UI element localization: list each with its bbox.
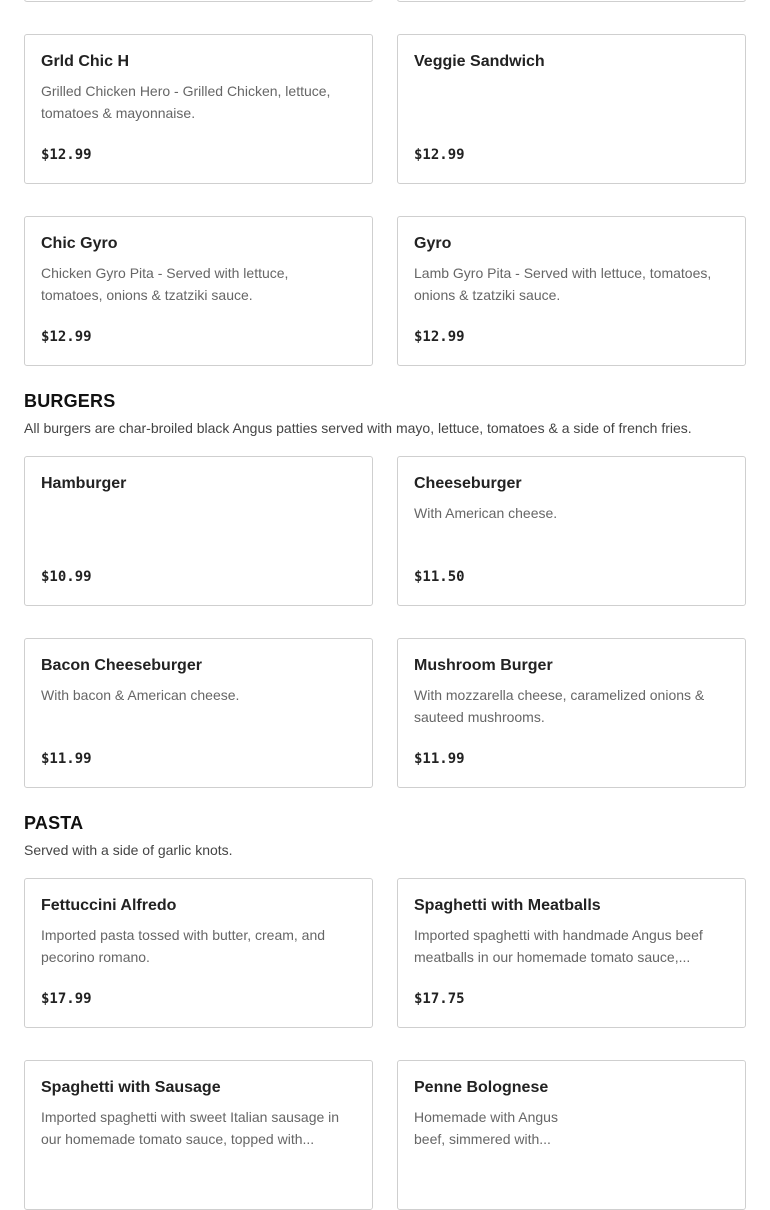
menu-item-name: Mushroom Burger — [414, 657, 553, 674]
menu-item-price: $11.99 — [41, 751, 92, 767]
menu-item-price: $11.99 — [414, 751, 465, 767]
menu-item-card[interactable] — [397, 456, 746, 606]
menu-item-name: Spaghetti with Sausage — [41, 1079, 221, 1096]
menu-item-name: Fettuccini Alfredo — [41, 897, 177, 914]
menu-item-price: $12.99 — [414, 329, 465, 345]
menu-item-description: Homemade with Angus beef, simmered with... — [414, 1109, 558, 1147]
menu-item-name: Chic Gyro — [41, 235, 118, 252]
menu-item-card[interactable] — [397, 34, 746, 184]
menu-item-description: Chicken Gyro Pita - Served with lettuce, tomatoes, onions & tzatziki sauce. — [41, 265, 289, 303]
menu-item-name: Veggie Sandwich — [414, 53, 545, 70]
menu-item-card[interactable] — [397, 638, 746, 788]
menu-item-card[interactable] — [24, 878, 373, 1028]
menu-item-name: Grld Chic H — [41, 53, 130, 70]
menu-item-name: Spaghetti with Meatballs — [414, 897, 601, 914]
menu-item-price: $12.99 — [41, 147, 92, 163]
menu-item-price: $11.50 — [414, 569, 465, 585]
menu-item-card[interactable] — [24, 34, 373, 184]
menu-item-price: $12.99 — [414, 147, 465, 163]
menu-item-card[interactable] — [397, 878, 746, 1028]
menu-item-card[interactable] — [24, 216, 373, 366]
menu-item-description: Lamb Gyro Pita - Served with lettuce, tomatoes, onions & tzatziki sauce. — [414, 265, 712, 303]
menu-item-price: $12.99 — [41, 329, 92, 345]
menu-item-description: Imported pasta tossed with butter, cream, and pecorino romano. — [41, 927, 326, 965]
menu-item-description: Grilled Chicken Hero - Grilled Chicken, lettuce, tomatoes & mayonnaise. — [41, 83, 331, 121]
menu-item-card[interactable] — [24, 1060, 373, 1210]
section-title-pasta: PASTA — [24, 813, 84, 833]
menu-item-price: $17.99 — [41, 991, 92, 1007]
section-description-burgers: All burgers are char-broiled black Angus patties served with mayo, lettuce, tomatoes & a side of french fries. — [24, 420, 692, 436]
menu-item-card[interactable] — [397, 216, 746, 366]
menu-item-card-partial[interactable] — [24, 0, 373, 2]
menu-item-price: $10.99 — [41, 569, 92, 585]
menu-item-name: Bacon Cheeseburger — [41, 657, 202, 674]
menu-item-description: Imported spaghetti with handmade Angus beef meatballs in our homemade tomato sauce,... — [414, 927, 703, 965]
section-title-burgers: BURGERS — [24, 391, 116, 411]
menu-item-name: Hamburger — [41, 475, 127, 492]
menu-item-name: Cheeseburger — [414, 475, 522, 492]
menu-item-description: With bacon & American cheese. — [41, 687, 240, 703]
section-description-pasta: Served with a side of garlic knots. — [24, 842, 233, 858]
menu-item-description: Imported spaghetti with sweet Italian sausage in our homemade tomato sauce, topped with... — [41, 1109, 340, 1147]
menu-item-description: With mozzarella cheese, caramelized onions & sauteed mushrooms. — [414, 687, 705, 725]
menu-item-price: $17.75 — [414, 991, 465, 1007]
menu-item-card[interactable] — [397, 1060, 746, 1210]
menu-item-name: Gyro — [414, 235, 452, 252]
menu-item-card[interactable] — [24, 638, 373, 788]
menu-item-card-partial[interactable] — [397, 0, 746, 2]
menu-item-description: With American cheese. — [414, 505, 558, 521]
menu-item-card[interactable] — [24, 456, 373, 606]
menu-item-name: Penne Bolognese — [414, 1079, 549, 1096]
